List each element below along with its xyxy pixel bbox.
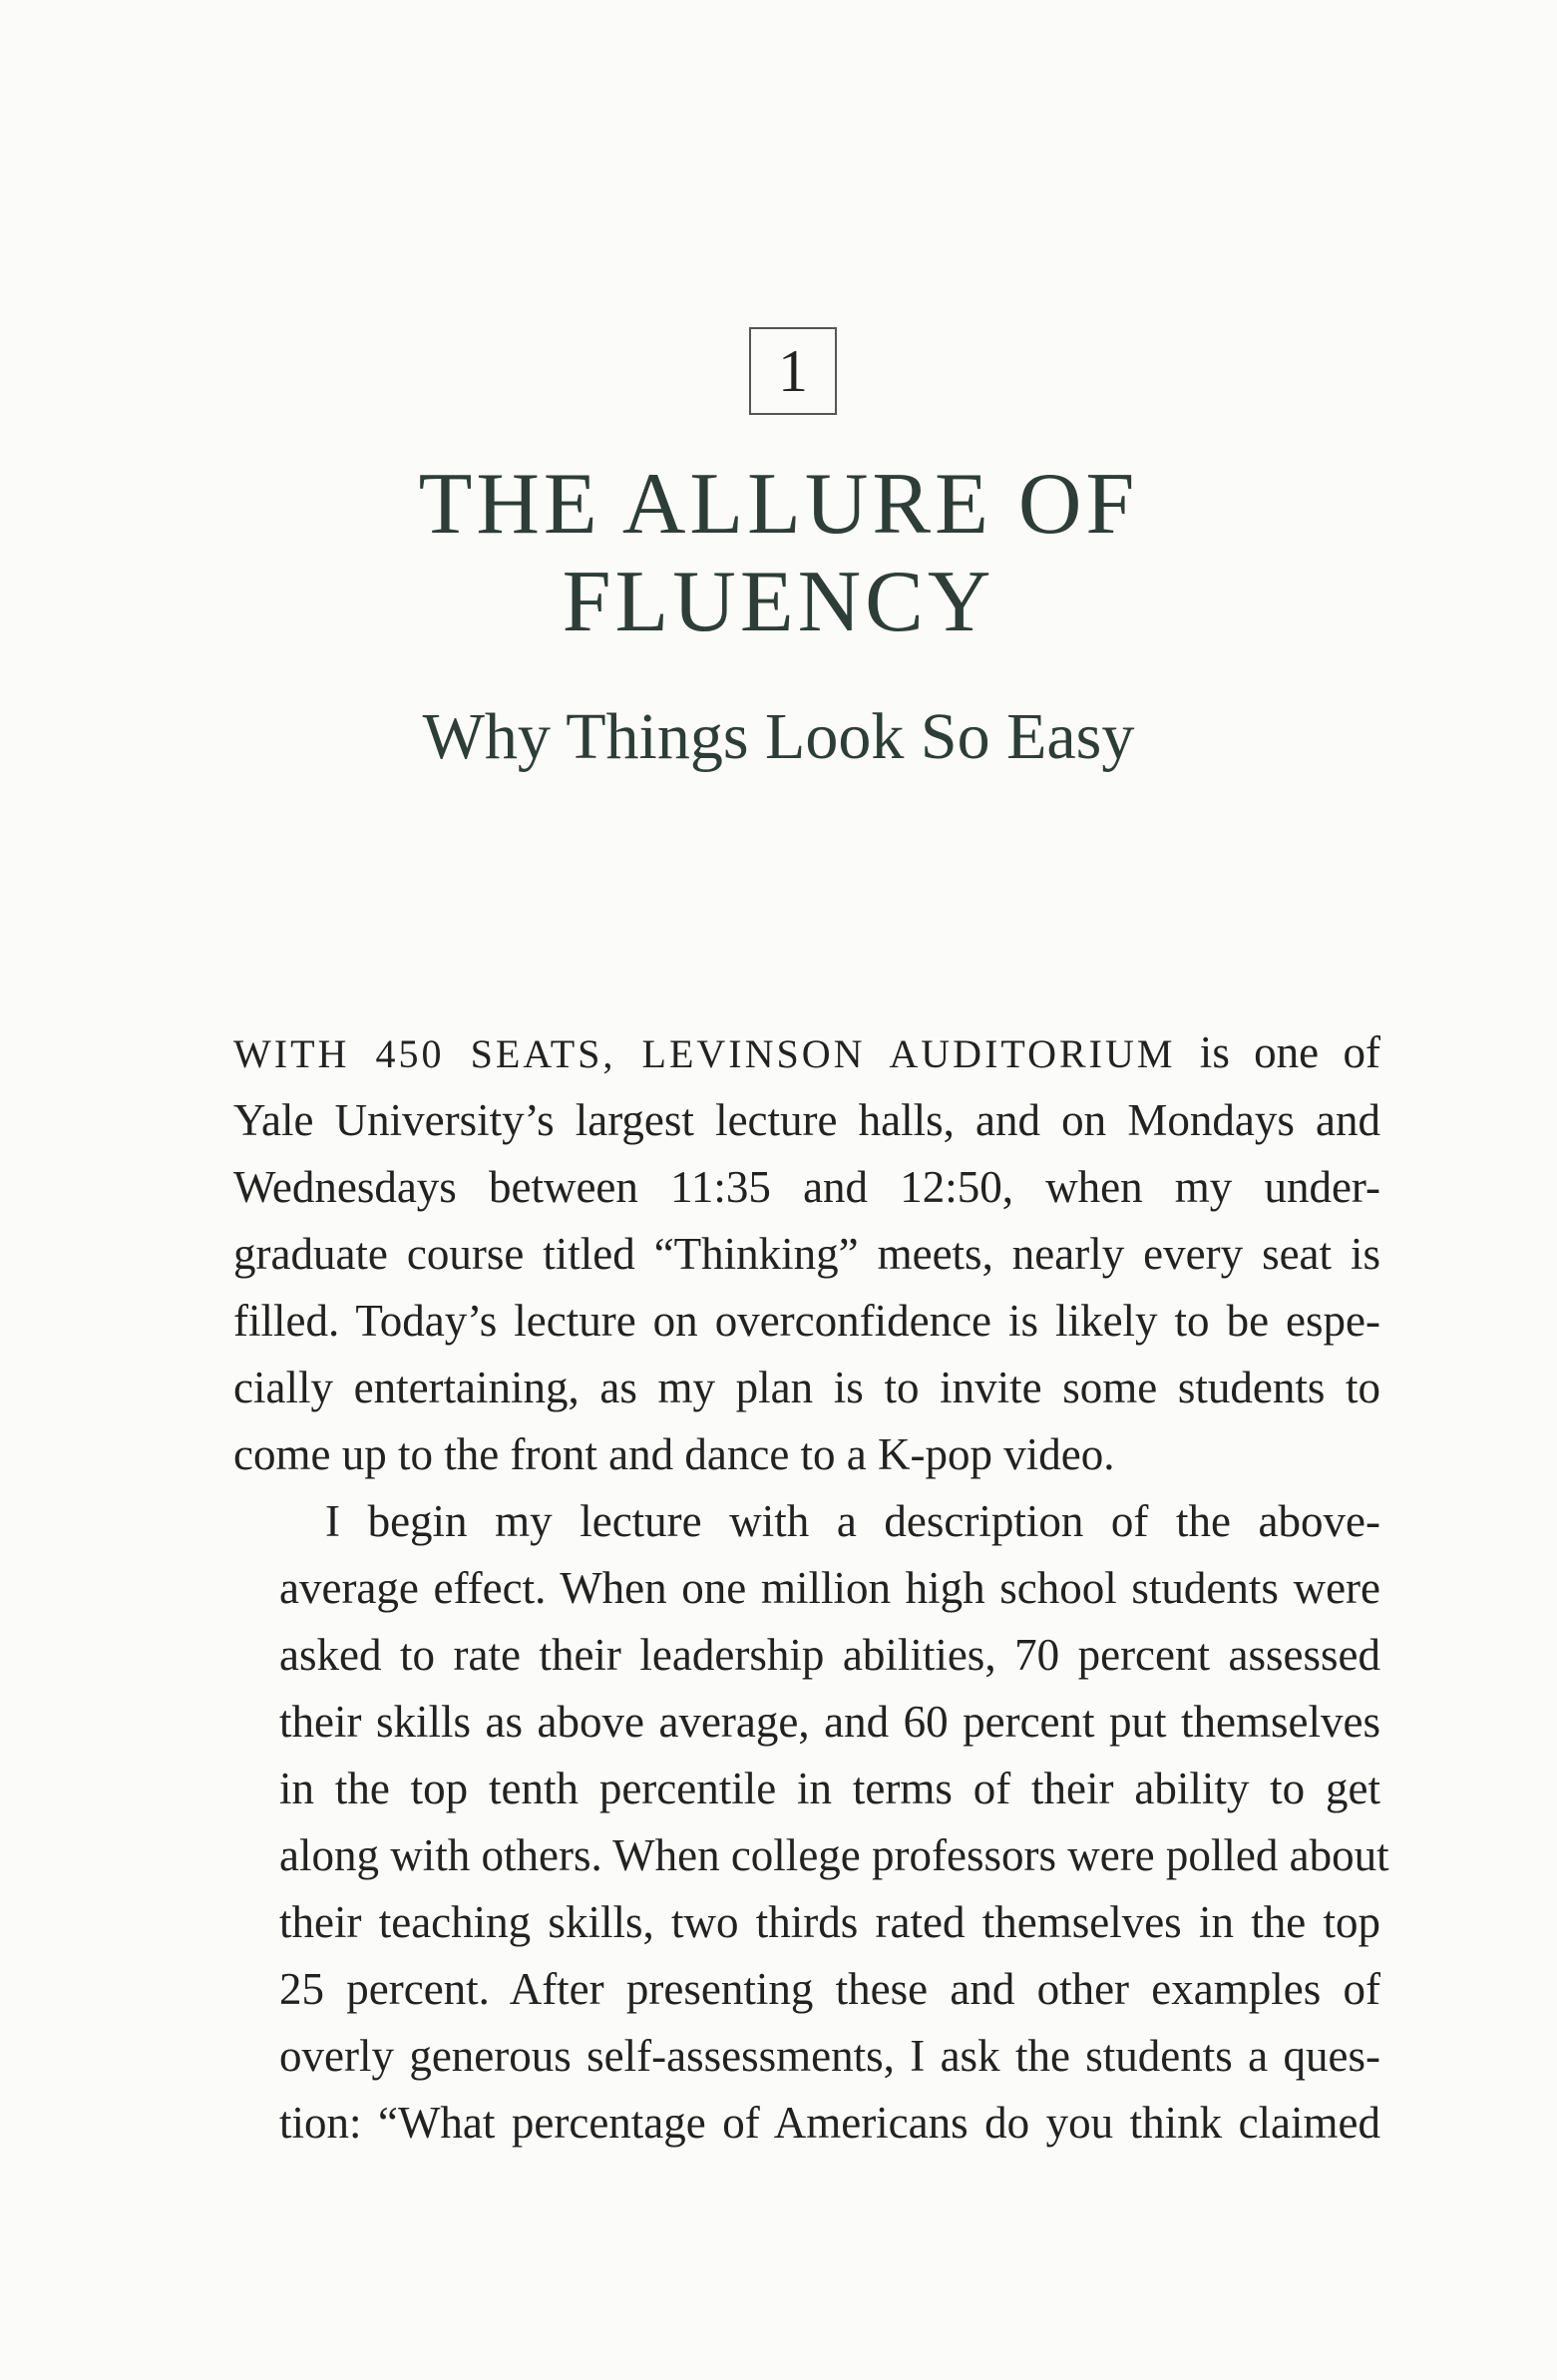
paragraph-2-line-7: their teaching skills, two thirds rated themselves in the top <box>279 1897 1380 1947</box>
paragraph-2 <box>233 1488 1389 2157</box>
paragraph-1 <box>233 1019 1380 1488</box>
paragraph-1-line-1 <box>233 1019 1380 1087</box>
paragraph-1-line-4: graduate course titled “Thinking” meets, nearly every seat is <box>233 1229 1380 1279</box>
lead-in-smallcaps: WITH 450 SEATS, LEVINSON AUDITORIUM <box>233 1031 1176 1076</box>
paragraph-1-line-2: Yale University’s largest lecture halls, and on Mondays and <box>233 1095 1380 1145</box>
chapter-number <box>749 327 837 415</box>
paragraph-2-line-6: along with others. When college professors were polled about <box>279 1830 1389 1880</box>
paragraph-2-line-8: 25 percent. After presenting these and other examples of <box>279 1964 1380 2014</box>
chapter-number-text: 1 <box>778 337 808 404</box>
paragraph-2-line-2: average effect. When one million high school students were <box>279 1563 1380 1613</box>
paragraph-1-line-3: Wednesdays between 11:35 and 12:50, when my under- <box>233 1162 1380 1212</box>
chapter-subtitle: Why Things Look So Easy <box>422 700 1135 773</box>
paragraph-1-line-5: filled. Today’s lecture on overconfidence is likely to be espe- <box>233 1296 1380 1346</box>
paragraph-2-line-1: I begin my lecture with a description of the above- <box>325 1496 1380 1546</box>
paragraph-1-line-6: cially entertaining, as my plan is to invite some students to <box>233 1363 1380 1412</box>
chapter-title-line-1: THE ALLURE OF <box>418 456 1139 553</box>
paragraph-2-line-5: in the top tenth percentile in terms of their ability to get <box>279 1764 1380 1813</box>
paragraph-1-line-7: come up to the front and dance to a K-pop video. <box>233 1429 1115 1479</box>
paragraph-2-line-9: overly generous self-assessments, I ask the students a ques- <box>279 2031 1380 2081</box>
body-text <box>233 1019 1389 2157</box>
paragraph-2-line-4: their skills as above average, and 60 percent put themselves <box>279 1697 1380 1747</box>
paragraph-2-line-10: tion: “What percentage of Americans do you think claimed <box>279 2098 1380 2148</box>
paragraph-2-line-3: asked to rate their leadership abilities, 70 percent assessed <box>279 1630 1380 1680</box>
chapter-title-line-2: FLUENCY <box>562 554 995 650</box>
paragraph-1-line-1-rest: is one of <box>1175 1027 1380 1077</box>
